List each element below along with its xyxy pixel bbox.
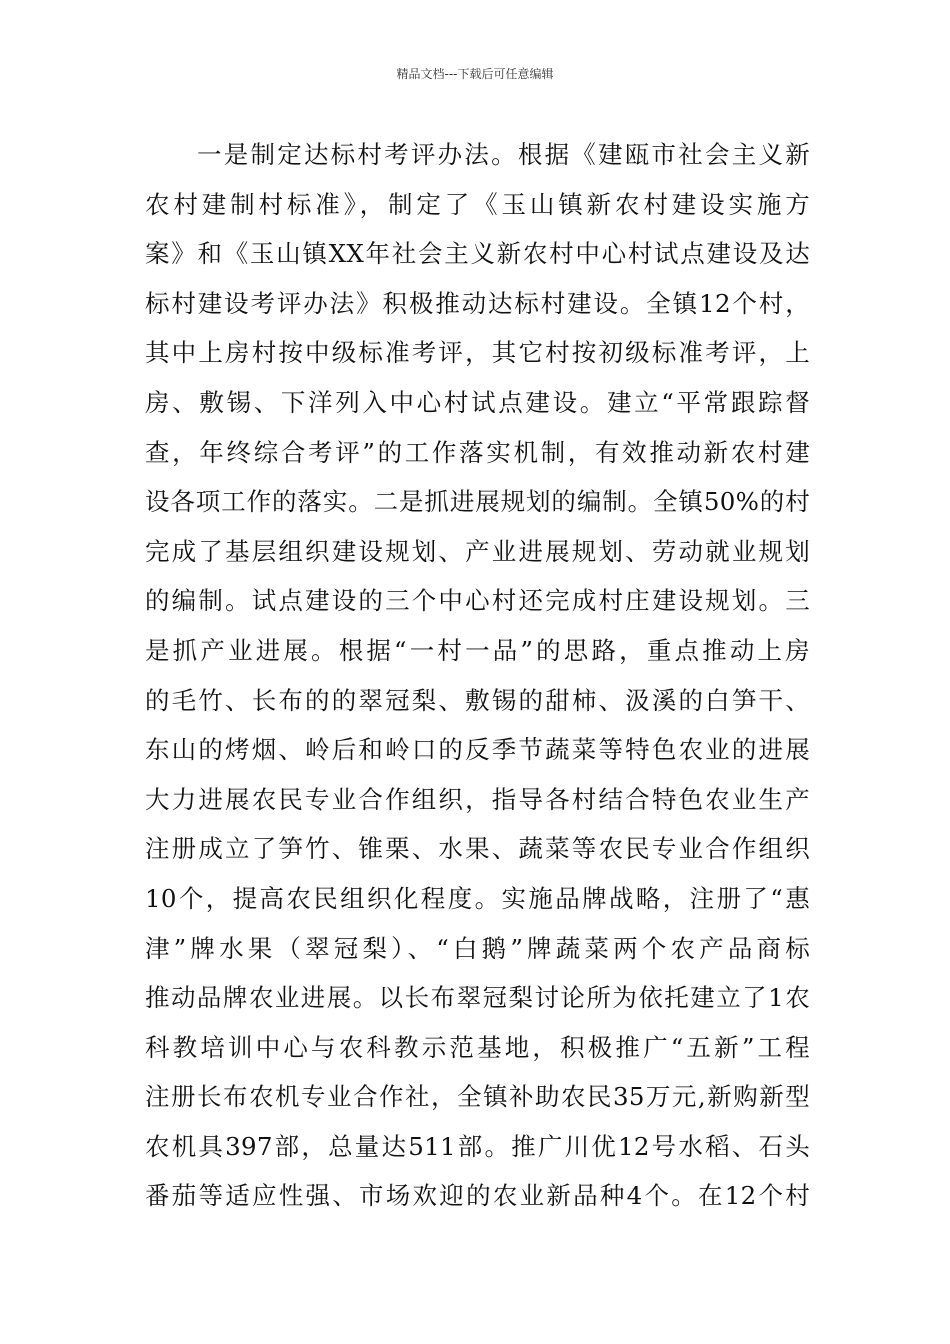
text-line: 查，年终综合考评”的工作落实机制，有效推动新农村建: [145, 437, 810, 467]
text-line: 农机具397部，总量达511部。推广川优12号水稻、石头: [145, 1131, 810, 1161]
text-line: 津”牌水果（翠冠梨）、“白鹅”牌蔬菜两个农产品商标: [145, 933, 810, 963]
text-line: 是抓产业进展。根据“一村一品”的思路，重点推动上房: [145, 635, 810, 665]
text-line: 案》和《玉山镇XX年社会主义新农村中心村试点建设及达: [145, 239, 810, 269]
text-line: 科教培训中心与农科教示范基地，积极推广“五新”工程: [145, 1032, 810, 1062]
text-line: 注册成立了笋竹、锥栗、水果、蔬菜等农民专业合作组织: [145, 834, 810, 864]
text-line: 番茄等适应性强、市场欢迎的农业新品种4个。在12个村: [145, 1181, 810, 1211]
text-line: 注册长布农机专业合作社，全镇补助农民35万元,新购新型: [145, 1082, 810, 1112]
text-line: 设各项工作的落实。二是抓进展规划的编制。全镇50%的村: [145, 487, 810, 517]
text-line: 的编制。试点建设的三个中心村还完成村庄建设规划。三: [145, 586, 810, 616]
text-line: 房、敷锡、下洋列入中心村试点建设。建立“平常跟踪督: [145, 387, 810, 417]
text-line: 的毛竹、长布的的翠冠梨、敷锡的甜柿、汲溪的白笋干、: [145, 685, 810, 715]
text-line: 大力进展农民专业合作组织，指导各村结合特色农业生产: [145, 784, 810, 814]
text-line: 农村建制村标准》，制定了《玉山镇新农村建设实施方: [145, 189, 810, 219]
document-body: [145, 130, 810, 1221]
text-line: 10个，提高农民组织化程度。实施品牌战略，注册了“惠: [145, 883, 810, 913]
text-line: 其中上房村按中级标准考评，其它村按初级标准考评，上: [145, 338, 810, 368]
text-line: 完成了基层组织建设规划、产业进展规划、劳动就业规划: [145, 536, 810, 566]
text-line: 标村建设考评办法》积极推动达标村建设。全镇12个村，: [145, 288, 810, 318]
text-line: 东山的烤烟、岭后和岭口的反季节蔬菜等特色农业的进展: [145, 735, 810, 765]
page-header: 精品文档---下载后可任意编辑: [396, 67, 554, 81]
text-line: 推动品牌农业进展。以长布翠冠梨讨论所为依托建立了1农: [145, 983, 810, 1013]
text-line: 一是制定达标村考评办法。根据《建瓯市社会主义新: [197, 140, 810, 169]
